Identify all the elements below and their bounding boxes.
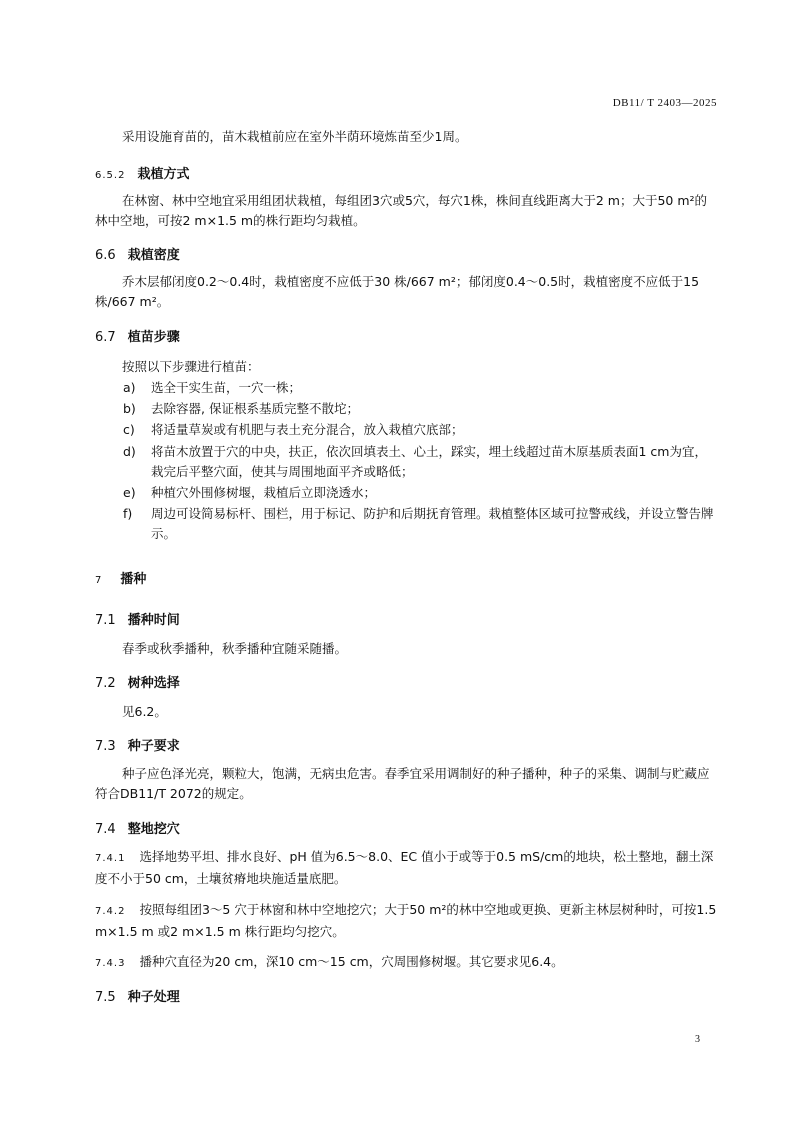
list-text: 将适量草炭或有机肥与表土充分混合，放入栽植穴底部； bbox=[151, 422, 464, 437]
section-title: 栽植密度 bbox=[127, 248, 180, 263]
section-title: 栽植方式 bbox=[137, 167, 190, 182]
section-6-7-heading bbox=[95, 326, 180, 345]
list-item bbox=[123, 378, 717, 398]
clause-number: 7.4.2 bbox=[95, 906, 126, 917]
section-number: 6.7 bbox=[95, 330, 116, 345]
clause-7-4-1 bbox=[95, 847, 717, 889]
list-marker: b) bbox=[123, 401, 136, 416]
section-7-1-heading bbox=[95, 609, 180, 628]
section-number: 7.4 bbox=[95, 822, 116, 837]
section-6-7-paragraph: 按照以下步骤进行植苗： bbox=[122, 359, 260, 374]
section-title: 播种时间 bbox=[127, 613, 180, 628]
list-marker: e) bbox=[123, 485, 136, 500]
section-title: 播种 bbox=[120, 572, 147, 587]
section-6-5-2-paragraph: 在林窗、林中空地宜采用组团状栽植，每组团3穴或5穴，每穴1株，株间直线距离大于2 m；大于50 m²的林中空地，可按2 m×1.5 m的株行距均匀栽植。 bbox=[95, 193, 708, 228]
list-text: 周边可设简易标杆、围栏，用于标记、防护和后期抚育管理。栽植整体区域可拉警戒线，并设立警告牌示。 bbox=[151, 506, 714, 541]
clause-text: 选择地势平坦、排水良好、pH 值为6.5～8.0、EC 值小于或等于0.5 mS/cm的地块，松土整地，翻土深度不小于50 cm，土壤贫瘠地块施适量底肥。 bbox=[95, 849, 714, 886]
section-7-3-paragraph: 种子应色泽光亮，颗粒大，饱满，无病虫危害。春季宜采用调制好的种子播种，种子的采集、调制与贮藏应符合DB11/T 2072的规定。 bbox=[95, 766, 710, 801]
clause-7-4-3 bbox=[95, 952, 717, 974]
list-text: 将苗木放置于穴的中央，扶正，依次回填表土、心土，踩实，埋土线超过苗木原基质表面1 cm为宜，栽完后平整穴面，使其与周围地面平齐或略低； bbox=[151, 444, 707, 479]
section-title: 种子要求 bbox=[127, 739, 180, 754]
list-text: 种植穴外围修树堰，栽植后立即浇透水； bbox=[151, 485, 377, 500]
clause-number: 7.4.3 bbox=[95, 958, 126, 969]
clause-number: 7.4.1 bbox=[95, 853, 126, 864]
section-number: 6.6 bbox=[95, 248, 116, 263]
document-code-header: DB11/ T 2403—2025 bbox=[612, 97, 717, 109]
section-title: 种子处理 bbox=[127, 990, 180, 1005]
section-7-1-paragraph: 春季或秋季播种，秋季播种宜随采随播。 bbox=[122, 641, 348, 656]
section-7-2-paragraph: 见6.2。 bbox=[122, 704, 167, 719]
list-item bbox=[123, 399, 717, 419]
list-item bbox=[123, 420, 717, 440]
section-number: 7.5 bbox=[95, 990, 116, 1005]
section-number: 7.2 bbox=[95, 676, 116, 691]
section-number: 7.3 bbox=[95, 739, 116, 754]
list-item bbox=[123, 504, 717, 544]
list-text: 选全干实生苗，一穴一株； bbox=[151, 380, 302, 395]
section-6-6-heading bbox=[95, 244, 180, 263]
section-number: 6.5.2 bbox=[95, 170, 126, 181]
clause-7-4-2 bbox=[95, 900, 717, 942]
section-6-6-paragraph: 乔木层郁闭度0.2～0.4时，栽植密度不应低于30 株/667 m²；郁闭度0.4～0.5时，栽植密度不应低于15 株/667 m²。 bbox=[95, 274, 700, 309]
list-marker: f) bbox=[123, 506, 133, 521]
list-marker: a) bbox=[123, 380, 136, 395]
section-number: 7.1 bbox=[95, 613, 116, 628]
section-7-3-heading bbox=[95, 735, 180, 754]
section-number: 7 bbox=[95, 575, 103, 586]
section-title: 整地挖穴 bbox=[127, 822, 180, 837]
section-7-5-heading bbox=[95, 986, 180, 1005]
page-number: 3 bbox=[695, 1034, 700, 1045]
list-item bbox=[123, 442, 717, 482]
list-marker: c) bbox=[123, 422, 135, 437]
section-title: 植苗步骤 bbox=[127, 330, 180, 345]
list-text: 去除容器, 保证根系基质完整不散坨； bbox=[151, 401, 359, 416]
clause-text: 播种穴直径为20 cm，深10 cm～15 cm，穴周围修树堰。其它要求见6.4。 bbox=[139, 954, 564, 969]
section-6-5-2-heading bbox=[95, 163, 189, 182]
section-7-2-heading bbox=[95, 672, 180, 691]
clause-text: 按照每组团3～5 穴于林窗和林中空地挖穴；大于50 m²的林中空地或更换、更新主林层树种时，可按1.5 m×1.5 m 或2 m×1.5 m 株行距均匀挖穴。 bbox=[95, 902, 717, 939]
section-7-4-heading bbox=[95, 818, 180, 837]
list-marker: d) bbox=[123, 444, 136, 459]
section-title: 树种选择 bbox=[127, 676, 180, 691]
list-item bbox=[123, 483, 717, 503]
chapter-7-heading bbox=[95, 568, 146, 587]
intro-paragraph: 采用设施育苗的，苗木栽植前应在室外半荫环境炼苗至少1周。 bbox=[122, 129, 468, 144]
